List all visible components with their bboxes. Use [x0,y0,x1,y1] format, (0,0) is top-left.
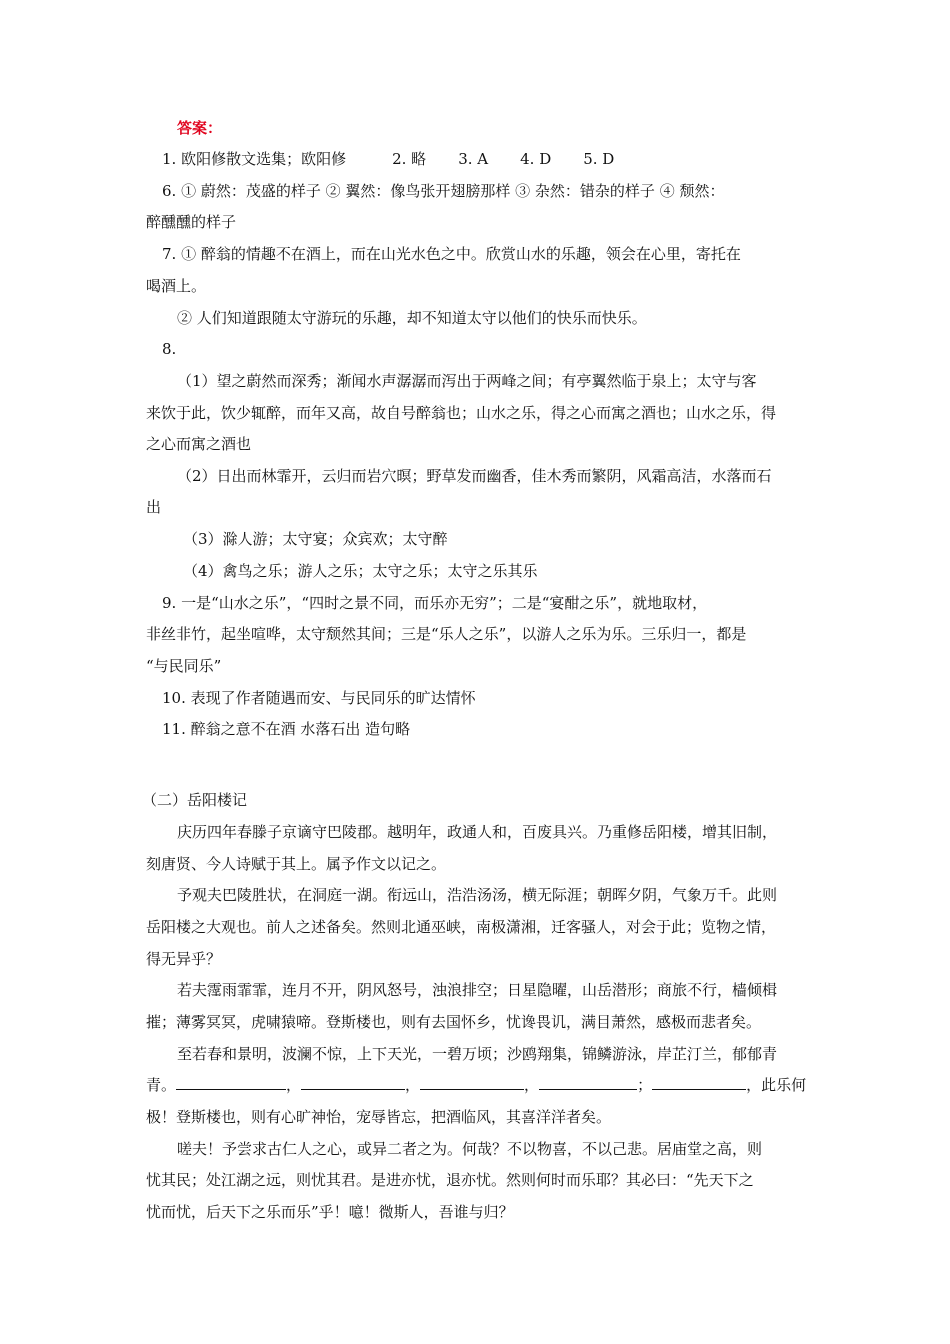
passage-p2-line-c: 得无异乎？ [146,950,222,968]
p4-sep-2: ， [405,1076,421,1094]
fill-blank-1[interactable] [176,1075,286,1090]
fill-blank-2[interactable] [301,1075,405,1090]
answer-5: 5. D [583,150,615,168]
p4-sep-4: ； [637,1076,653,1094]
section-2-title: （二）岳阳楼记 [142,791,248,809]
passage-p3-line-a: 若夫霪雨霏霏，连月不开，阴风怒号，浊浪排空；日星隐曜，山岳潜形；商旅不行，樯倾楫 [177,981,778,999]
answer-3: 3. A [458,150,489,168]
answer-7-line-a: 7. ① 醉翁的情趣不在酒上，而在山光水色之中。欣赏山水的乐趣，领会在心里，寄托在 [162,245,741,263]
answer-9-line-a: 9. 一是“山水之乐”，“四时之景不同，而乐亦无穷”；二是“宴酣之乐”，就地取材， [162,594,708,612]
answer-6-line-a: 6. ① 蔚然：茂盛的样子 ② 翼然：像鸟张开翅膀那样 ③ 杂然：错杂的样子 ④ 颓然： [162,182,725,200]
answer-7-line-b: 喝酒上。 [146,277,207,295]
answer-8-1-line-b: 来饮于此，饮少辄醉，而年又高，故自号醉翁也；山水之乐，得之心而寓之酒也；山水之乐，得 [146,404,777,422]
answer-8-2-line-a: （2）日出而林霏开，云归而岩穴暝；野草发而幽香，佳木秀而繁阴，风霜高洁，水落而石 [177,467,772,485]
answer-8-3: （3）滁人游；太守宴；众宾欢；太守醉 [183,530,448,548]
answer-9-line-b: 非丝非竹，起坐喧哗，太守颓然其间；三是“乐人之乐”，以游人之乐为乐。三乐归一，都是 [146,625,747,643]
passage-p5-line-b: 忧其民；处江湖之远，则忧其君。是进亦忧，退亦忧。然则何时而乐耶？其必曰：“先天下之 [146,1171,754,1189]
passage-p4-line-b [146,1075,806,1095]
answer-4: 4. D [520,150,552,168]
fill-blank-5[interactable] [652,1075,746,1090]
answer-8-label: 8. [162,340,177,358]
answer-1: 1. 欧阳修散文选集；欧阳修 [162,150,347,168]
passage-p5-line-a: 嗟夫！予尝求古仁人之心，或异二者之为。何哉？不以物喜，不以己悲。居庙堂之高，则 [177,1140,763,1158]
answer-10: 10. 表现了作者随遇而安、与民同乐的旷达情怀 [162,689,476,707]
answer-line-1-5 [162,149,614,169]
p4-end: ，此乐何 [746,1076,807,1094]
answer-heading: 答案： [177,119,223,137]
answer-8-4: （4）禽鸟之乐；游人之乐；太守之乐；太守之乐其乐 [183,562,538,580]
answer-2: 2. 略 [392,150,427,168]
passage-p2-line-b: 岳阳楼之大观也。前人之述备矣。然则北通巫峡，南极潇湘，迁客骚人，对会于此；览物之情， [146,918,777,936]
fill-blank-3[interactable] [420,1075,524,1090]
answer-8-1-line-c: 之心而寓之酒也 [146,435,252,453]
passage-p3-line-b: 摧；薄雾冥冥，虎啸猿啼。登斯楼也，则有去国怀乡，忧谗畏讥，满目萧然，感极而悲者矣。 [146,1013,762,1031]
passage-p1-line-a: 庆历四年春滕子京谪守巴陵郡。越明年，政通人和，百废具兴。乃重修岳阳楼，增其旧制， [177,823,778,841]
passage-p1-line-b: 刻唐贤、今人诗赋于其上。属予作文以记之。 [146,855,447,873]
answer-11: 11. 醉翁之意不在酒 水落石出 造句略 [162,720,411,738]
p4-sep-1: ， [286,1076,302,1094]
answer-7-line-c: ② 人们知道跟随太守游玩的乐趣，却不知道太守以他们的快乐而快乐。 [177,309,647,327]
answer-8-1-line-a: （1）望之蔚然而深秀；渐闻水声潺潺而泻出于两峰之间；有亭翼然临于泉上；太守与客 [177,372,757,390]
p4-start: 青。 [146,1076,177,1094]
passage-p2-line-a: 予观夫巴陵胜状，在洞庭一湖。衔远山，浩浩汤汤，横无际涯；朝晖夕阴，气象万千。此则 [177,886,778,904]
answer-6-line-b: 醉醺醺的样子 [146,213,237,231]
passage-p5-line-c: 忧而忧，后天下之乐而乐”乎！噫！微斯人，吾谁与归？ [146,1203,514,1221]
answer-9-line-c: “与民同乐” [146,657,222,675]
fill-blank-4[interactable] [539,1075,637,1090]
p4-sep-3: ， [524,1076,540,1094]
answer-8-2-line-b: 出 [146,498,162,516]
passage-p4-line-a: 至若春和景明，波澜不惊，上下天光，一碧万顷；沙鸥翔集，锦鳞游泳，岸芷汀兰，郁郁青 [177,1045,778,1063]
passage-p4-line-c: 极！登斯楼也，则有心旷神怡，宠辱皆忘，把酒临风，其喜洋洋者矣。 [146,1108,612,1126]
